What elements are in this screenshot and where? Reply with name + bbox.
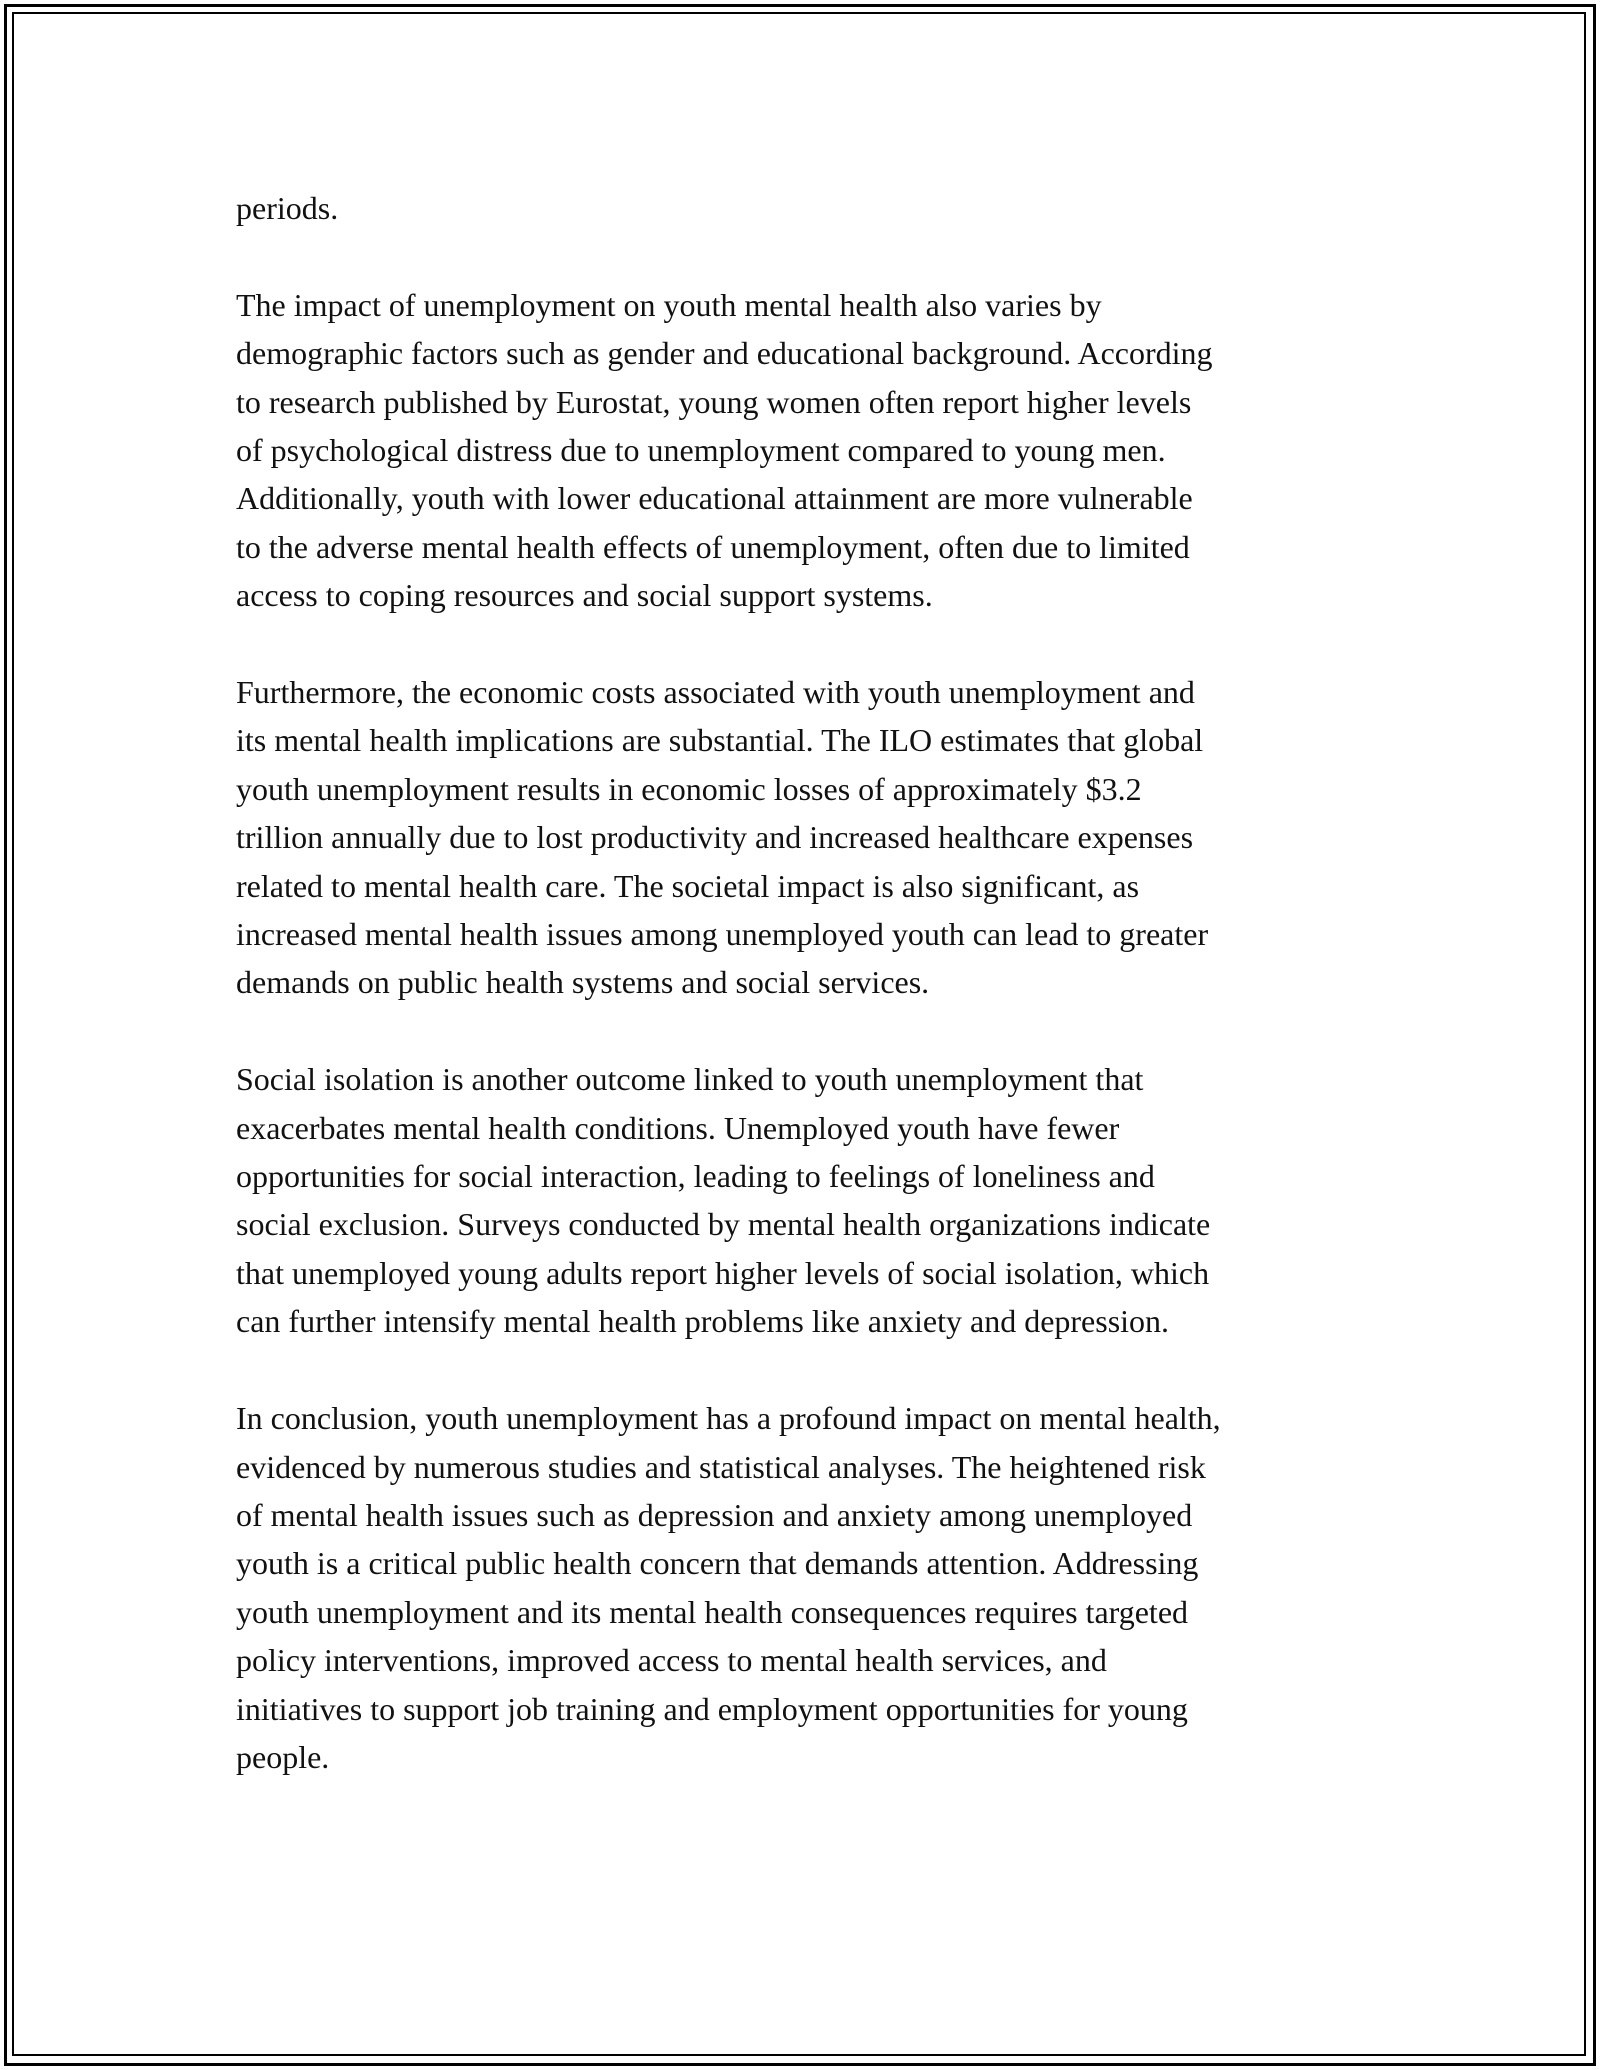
text-line: to research published by Eurostat, young women often report higher levels bbox=[236, 383, 1192, 420]
text-line: access to coping resources and social support systems. bbox=[236, 577, 933, 614]
text-line: youth unemployment results in economic losses of approximately $3.2 bbox=[236, 770, 1142, 807]
text-line: related to mental health care. The societal impact is also significant, as bbox=[236, 867, 1140, 904]
paragraph-demographic-impact bbox=[236, 281, 1376, 620]
text-line: youth unemployment and its mental health consequences requires targeted bbox=[236, 1593, 1189, 1630]
text-line: to the adverse mental health effects of unemployment, often due to limited bbox=[236, 528, 1190, 565]
text-line: increased mental health issues among unemployed youth can lead to greater bbox=[236, 916, 1209, 953]
paragraph-economic-costs bbox=[236, 668, 1376, 1007]
text-line: Additionally, youth with lower educational attainment are more vulnerable bbox=[236, 480, 1193, 517]
text-line: The impact of unemployment on youth mental health also varies by bbox=[236, 286, 1102, 323]
text-line: policy interventions, improved access to mental health services, and bbox=[236, 1642, 1107, 1679]
paragraph-periods bbox=[236, 184, 1376, 232]
text-line: youth is a critical public health concern that demands attention. Addressing bbox=[236, 1545, 1199, 1582]
text-line: people. bbox=[236, 1738, 330, 1775]
text-line: Social isolation is another outcome linked to youth unemployment that bbox=[236, 1061, 1144, 1098]
text-line: opportunities for social interaction, leading to feelings of loneliness and bbox=[236, 1158, 1155, 1195]
text-line: exacerbates mental health conditions. Unemployed youth have fewer bbox=[236, 1109, 1120, 1146]
text-line: evidenced by numerous studies and statistical analyses. The heightened risk bbox=[236, 1448, 1206, 1485]
text-line: of mental health issues such as depression and anxiety among unemployed bbox=[236, 1496, 1193, 1533]
text-line: Furthermore, the economic costs associated with youth unemployment and bbox=[236, 674, 1195, 711]
paragraph-conclusion bbox=[236, 1394, 1376, 1781]
text-line: trillion annually due to lost productivity and increased healthcare expenses bbox=[236, 819, 1194, 856]
paragraph-social-isolation bbox=[236, 1055, 1376, 1345]
text-line: its mental health implications are substantial. The ILO estimates that global bbox=[236, 722, 1204, 759]
text-line: periods. bbox=[236, 190, 339, 226]
text-line: of psychological distress due to unemployment compared to young men. bbox=[236, 432, 1166, 469]
text-line: initiatives to support job training and employment opportunities for young bbox=[236, 1690, 1188, 1727]
text-line: demographic factors such as gender and educational background. According bbox=[236, 335, 1213, 372]
text-line: In conclusion, youth unemployment has a profound impact on mental health, bbox=[236, 1400, 1221, 1437]
text-line: that unemployed young adults report higher levels of social isolation, which bbox=[236, 1254, 1210, 1291]
text-line: social exclusion. Surveys conducted by mental health organizations indicate bbox=[236, 1206, 1211, 1243]
text-line: can further intensify mental health problems like anxiety and depression. bbox=[236, 1303, 1170, 1340]
document-body bbox=[236, 184, 1376, 1830]
text-line: demands on public health systems and social services. bbox=[236, 964, 930, 1001]
